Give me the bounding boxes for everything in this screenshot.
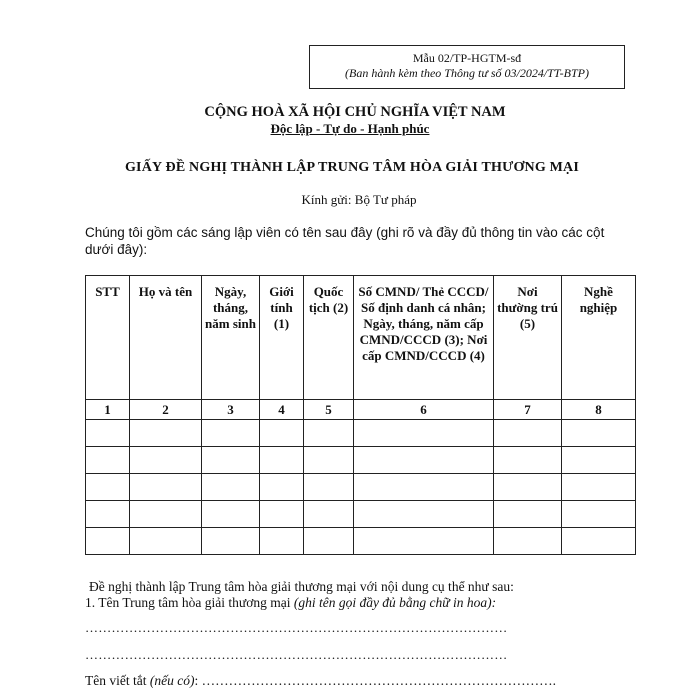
table-cell[interactable] — [260, 447, 304, 474]
table-cell[interactable] — [130, 474, 202, 501]
table-row — [86, 447, 636, 474]
table-cell[interactable] — [86, 528, 130, 555]
founders-table — [85, 275, 636, 555]
table-cell[interactable] — [354, 474, 494, 501]
table-cell[interactable] — [86, 447, 130, 474]
table-cell[interactable] — [260, 528, 304, 555]
column-header: Nghề nghiệp — [562, 276, 636, 400]
column-number: 7 — [494, 400, 562, 420]
table-cell[interactable] — [562, 447, 636, 474]
column-header: Số CMND/ Thẻ CCCD/ Số định danh cá nhân; Ngày, tháng, năm cấp CMND/CCCD (3); Nơi cấp CMND/CCCD (4) — [354, 276, 494, 400]
table-cell[interactable] — [202, 501, 260, 528]
table-cell[interactable] — [130, 501, 202, 528]
column-header: Giới tính (1) — [260, 276, 304, 400]
table-cell[interactable] — [304, 474, 354, 501]
table-cell[interactable] — [562, 420, 636, 447]
table-row — [86, 528, 636, 555]
column-header: Ngày, tháng, năm sinh — [202, 276, 260, 400]
table-cell[interactable] — [202, 474, 260, 501]
table-cell[interactable] — [304, 501, 354, 528]
column-number: 8 — [562, 400, 636, 420]
table-cell[interactable] — [86, 474, 130, 501]
table-cell[interactable] — [130, 420, 202, 447]
abbr-label: Tên viết tắt — [85, 673, 150, 688]
document-title: GIẤY ĐỀ NGHỊ THÀNH LẬP TRUNG TÂM HÒA GIẢI THƯƠNG MẠI — [124, 160, 580, 175]
table-cell[interactable] — [494, 420, 562, 447]
column-number: 4 — [260, 400, 304, 420]
intro-paragraph: Chúng tôi gồm các sáng lập viên có tên sau đây (ghi rõ và đầy đủ thông tin vào các cột dưới đây): — [85, 225, 605, 257]
center-name-fill-line[interactable]: …………………………………………………………………………………… — [85, 620, 508, 635]
table-row — [86, 501, 636, 528]
table-cell[interactable] — [494, 528, 562, 555]
center-name-label — [85, 594, 496, 611]
abbreviation-line[interactable] — [85, 672, 556, 689]
table-cell[interactable] — [354, 447, 494, 474]
table-header-row — [86, 276, 636, 400]
table-cell[interactable] — [202, 420, 260, 447]
nation-heading: CỘNG HOÀ XÃ HỘI CHỦ NGHĨA VIỆT NAM — [204, 104, 506, 120]
center-name-fill-line[interactable]: …………………………………………………………………………………… — [85, 647, 508, 662]
table-cell[interactable] — [494, 447, 562, 474]
table-cell[interactable] — [130, 447, 202, 474]
table-cell[interactable] — [86, 501, 130, 528]
form-issuance-note: (Ban hành kèm theo Thông tư số 03/2024/TT-BTP) — [345, 66, 589, 80]
table-cell[interactable] — [354, 528, 494, 555]
table-cell[interactable] — [304, 447, 354, 474]
table-cell[interactable] — [202, 447, 260, 474]
table-cell[interactable] — [354, 420, 494, 447]
item1-note: (ghi tên gọi đầy đủ bằng chữ in hoa): — [293, 595, 497, 610]
table-cell[interactable] — [354, 501, 494, 528]
table-cell[interactable] — [202, 528, 260, 555]
form-code: Mẫu 02/TP-HGTM-sđ — [412, 51, 522, 65]
table-cell[interactable] — [86, 420, 130, 447]
column-number: 1 — [86, 400, 130, 420]
column-number: 3 — [202, 400, 260, 420]
column-number: 6 — [354, 400, 494, 420]
column-header: Quốc tịch (2) — [304, 276, 354, 400]
table-row — [86, 474, 636, 501]
recipient-line: Kính gửi: Bộ Tư pháp — [301, 192, 417, 207]
column-header: Họ và tên — [130, 276, 202, 400]
column-number: 2 — [130, 400, 202, 420]
table-cell[interactable] — [304, 528, 354, 555]
table-cell[interactable] — [260, 474, 304, 501]
abbr-note: (nếu có) — [149, 673, 195, 688]
table-cell[interactable] — [260, 420, 304, 447]
table-cell[interactable] — [130, 528, 202, 555]
motto — [0, 121, 700, 137]
item1-label: 1. Tên Trung tâm hòa giải thương mại — [85, 595, 294, 610]
abbr-fill[interactable]: : ……………………………………………………………………. — [194, 673, 556, 688]
table-cell[interactable] — [494, 501, 562, 528]
table-cell[interactable] — [562, 474, 636, 501]
table-cell[interactable] — [562, 528, 636, 555]
form-code-box — [309, 45, 625, 89]
proposal-line: Đề nghị thành lập Trung tâm hòa giải thương mại với nội dung cụ thể như sau: — [89, 579, 514, 594]
column-number-row — [86, 400, 636, 420]
table-cell[interactable] — [494, 474, 562, 501]
column-number: 5 — [304, 400, 354, 420]
table-cell[interactable] — [260, 501, 304, 528]
table-cell[interactable] — [304, 420, 354, 447]
table-cell[interactable] — [562, 501, 636, 528]
column-header: Nơi thường trú (5) — [494, 276, 562, 400]
column-header: STT — [86, 276, 130, 400]
table-row — [86, 420, 636, 447]
motto-text: Độc lập - Tự do - Hạnh phúc — [270, 121, 430, 136]
